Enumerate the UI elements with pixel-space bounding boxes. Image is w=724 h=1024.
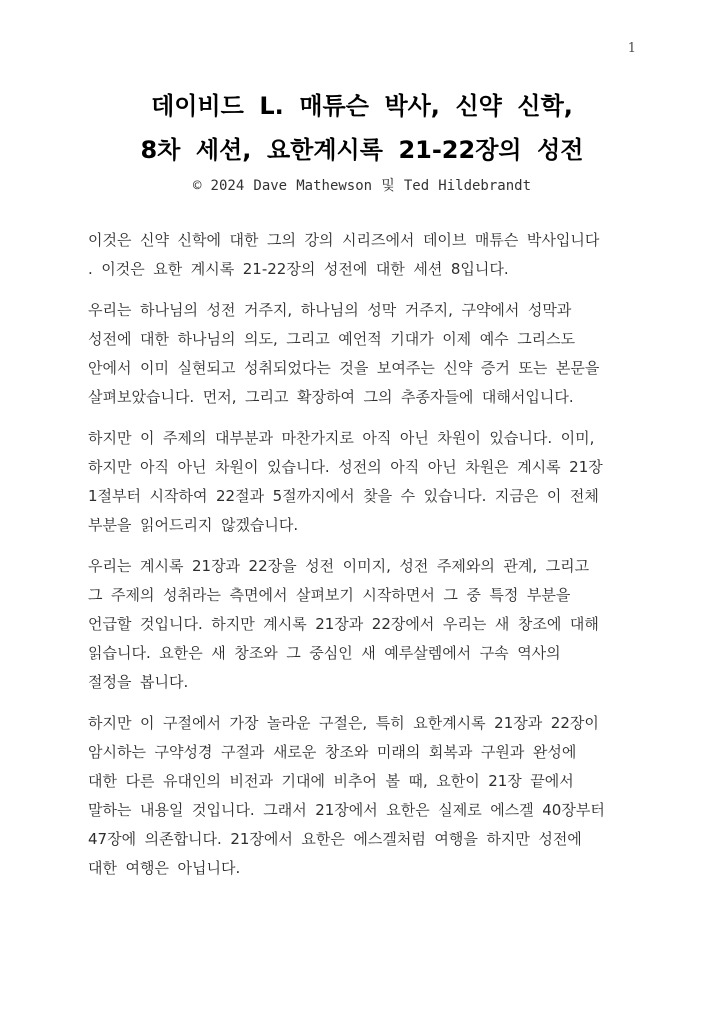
text-line: 47장에 의존합니다. 21장에서 요한은 에스겔처럼 여행을 하지만 성전에 bbox=[88, 830, 582, 848]
page-number: 1 bbox=[627, 41, 636, 56]
document-title bbox=[88, 84, 636, 172]
text-line: 안에서 이미 실현되고 성취되었다는 것을 보여주는 신약 증거 또는 본문을 bbox=[88, 359, 600, 377]
text-line: 대한 여행은 아닙니다. bbox=[88, 859, 241, 877]
text-line: . 이것은 요한 계시록 21-22장의 성전에 대한 세션 8입니다. bbox=[88, 260, 509, 278]
text-line: 말하는 내용일 것입니다. 그래서 21장에서 요한은 실제로 에스겔 40장부터 bbox=[88, 801, 605, 819]
text-line: 대한 다른 유대인의 비전과 기대에 비추어 볼 때, 요한이 21장 끝에서 bbox=[88, 772, 574, 790]
text-line: 이것은 신약 신학에 대한 그의 강의 시리즈에서 데이브 매튜슨 박사입니다 bbox=[88, 231, 600, 249]
text-line: 1절부터 시작하여 22절과 5절까지에서 찾을 수 있습니다. 지금은 이 전체 bbox=[88, 487, 599, 505]
text-line: 그 주제의 성취라는 측면에서 살펴보기 시작하면서 그 중 특정 부분을 bbox=[88, 586, 571, 604]
paragraph-1 bbox=[88, 226, 636, 284]
text-line: 우리는 하나님의 성전 거주지, 하나님의 성막 거주지, 구약에서 성막과 bbox=[88, 301, 572, 319]
text-line: 하지만 이 구절에서 가장 놀라운 구절은, 특히 요한계시록 21장과 22장이 bbox=[88, 714, 599, 732]
text-line: 성전에 대한 하나님의 의도, 그리고 예언적 기대가 이제 예수 그리스도 bbox=[88, 330, 576, 348]
text-line: 언급할 것입니다. 하지만 계시록 21장과 22장에서 우리는 새 창조에 대해 bbox=[88, 615, 599, 633]
copyright-line: © 2024 Dave Mathewson 및 Ted Hildebrandt bbox=[192, 178, 531, 194]
text-line: 살펴보았습니다. 먼저, 그리고 확장하여 그의 추종자들에 대해서입니다. bbox=[88, 388, 574, 406]
paragraph-4 bbox=[88, 552, 636, 697]
text-line: 우리는 계시록 21장과 22장을 성전 이미지, 성전 주제와의 관계, 그리고 bbox=[88, 557, 590, 575]
paragraph-3 bbox=[88, 424, 636, 540]
title-line-1: 데이비드 L. 매튜슨 박사, 신약 신학, bbox=[151, 92, 573, 120]
paragraph-2 bbox=[88, 296, 636, 412]
text-line: 절정을 봅니다. bbox=[88, 673, 189, 691]
text-line: 부분을 읽어드리지 않겠습니다. bbox=[88, 516, 299, 534]
document-body bbox=[88, 226, 636, 883]
paragraph-5 bbox=[88, 709, 636, 883]
text-line: 하지만 이 주제의 대부분과 마찬가지로 아직 아닌 차원이 있습니다. 이미, bbox=[88, 429, 595, 447]
title-line-2: 8차 세션, 요한계시록 21-22장의 성전 bbox=[140, 136, 584, 164]
text-line: 읽습니다. 요한은 새 창조와 그 중심인 새 예루살렘에서 구속 역사의 bbox=[88, 644, 561, 662]
text-line: 암시하는 구약성경 구절과 새로운 창조와 미래의 회복과 구원과 완성에 bbox=[88, 743, 577, 761]
text-line: 하지만 아직 아닌 차원이 있습니다. 성전의 아직 아닌 차원은 계시록 21장 bbox=[88, 458, 603, 476]
